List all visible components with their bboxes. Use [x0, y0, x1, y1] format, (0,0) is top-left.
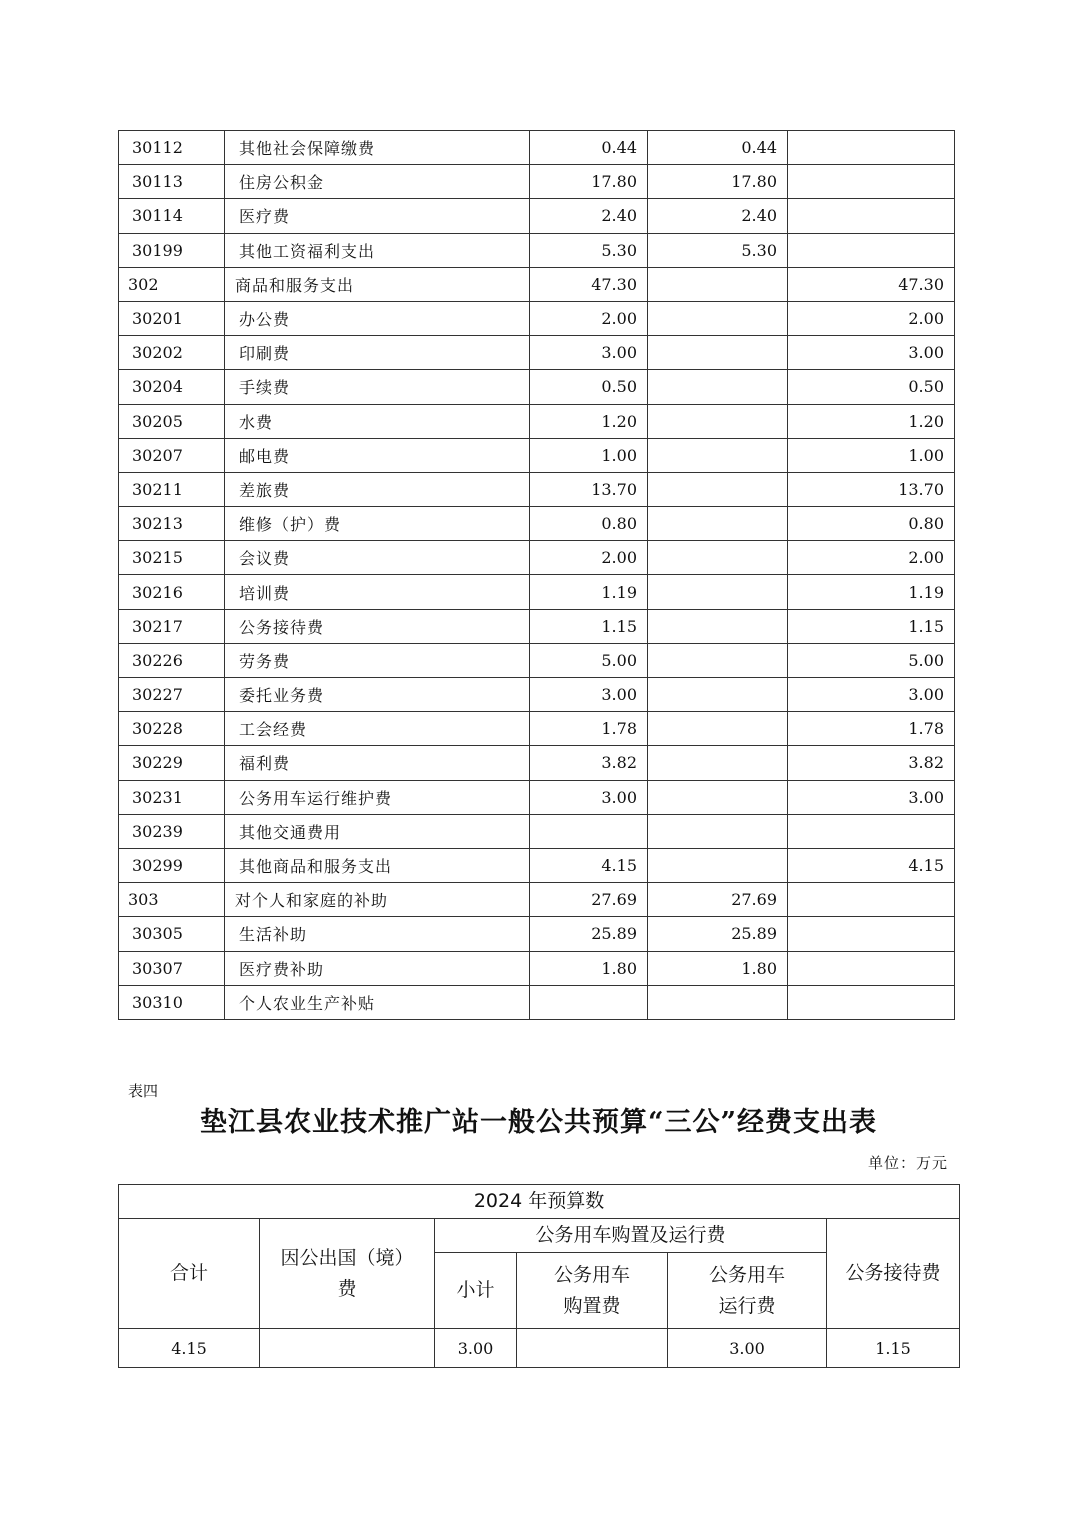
- vehicle-purchase-header-line1: 公务用车: [553, 1263, 630, 1286]
- three-public-expense-table: [118, 1184, 960, 1368]
- account-code-cell: 30205: [119, 404, 225, 438]
- table-title: 垫江县农业技术推广站一般公共预算“三公”经费支出表: [199, 1107, 878, 1138]
- basic-expense-cell: [648, 712, 788, 746]
- project-expense-cell: 1.78: [788, 712, 955, 746]
- vehicle-purchase-header-line2: 购置费: [563, 1294, 621, 1317]
- table-row: [119, 746, 955, 780]
- total-cell: 1.78: [530, 712, 648, 746]
- account-code-cell: 30305: [119, 917, 225, 951]
- basic-expense-cell: 17.80: [648, 165, 788, 199]
- total-cell: 2.00: [530, 541, 648, 575]
- basic-expense-cell: [648, 985, 788, 1019]
- account-code-cell: 30114: [119, 199, 225, 233]
- account-name-cell: 其他商品和服务支出: [225, 848, 530, 882]
- table-row: [119, 985, 955, 1019]
- total-cell: 1.15: [530, 609, 648, 643]
- account-code-cell: 30202: [119, 336, 225, 370]
- basic-expense-cell: [648, 575, 788, 609]
- total-cell: 3.00: [530, 780, 648, 814]
- account-name-cell: 生活补助: [225, 917, 530, 951]
- basic-expense-cell: [648, 678, 788, 712]
- basic-expense-cell: 25.89: [648, 917, 788, 951]
- basic-expense-cell: [648, 746, 788, 780]
- account-name-cell: 手续费: [225, 370, 530, 404]
- total-cell: 4.15: [530, 848, 648, 882]
- account-name-cell: 委托业务费: [225, 678, 530, 712]
- project-expense-cell: [788, 233, 955, 267]
- account-name-cell: 个人农业生产补贴: [225, 985, 530, 1019]
- account-name-cell: 商品和服务支出: [225, 267, 530, 301]
- project-expense-cell: 2.00: [788, 541, 955, 575]
- total-cell: [530, 814, 648, 848]
- table-row: [119, 712, 955, 746]
- account-code-cell: 30213: [119, 507, 225, 541]
- account-code-cell: 30211: [119, 472, 225, 506]
- account-name-cell: 维修（护）费: [225, 507, 530, 541]
- account-name-cell: 会议费: [225, 541, 530, 575]
- basic-expense-cell: [648, 336, 788, 370]
- account-code-cell: 303: [119, 883, 225, 917]
- project-expense-cell: 3.82: [788, 746, 955, 780]
- account-name-cell: 其他交通费用: [225, 814, 530, 848]
- account-code-cell: 30228: [119, 712, 225, 746]
- basic-expense-cell: [648, 643, 788, 677]
- account-name-cell: 住房公积金: [225, 165, 530, 199]
- project-expense-cell: 3.00: [788, 336, 955, 370]
- total-cell: 1.00: [530, 438, 648, 472]
- total-cell: [530, 985, 648, 1019]
- account-code-cell: 30310: [119, 985, 225, 1019]
- table-row: [119, 848, 955, 882]
- account-code-cell: 30239: [119, 814, 225, 848]
- total-cell: 0.44: [530, 131, 648, 165]
- account-code-cell: 30201: [119, 301, 225, 335]
- project-expense-cell: [788, 814, 955, 848]
- project-expense-cell: 1.19: [788, 575, 955, 609]
- table-row: [119, 301, 955, 335]
- project-expense-cell: 5.00: [788, 643, 955, 677]
- table-row: [119, 233, 955, 267]
- account-code-cell: 30307: [119, 951, 225, 985]
- basic-expense-cell: [648, 609, 788, 643]
- table-row: [119, 370, 955, 404]
- table-row: [119, 814, 955, 848]
- vehicle-group-header: 公务用车购置及运行费: [435, 1219, 827, 1253]
- total-cell: 3.82: [530, 746, 648, 780]
- table-row: [119, 507, 955, 541]
- account-code-cell: 30215: [119, 541, 225, 575]
- table-row: [119, 917, 955, 951]
- total-header: 合计: [119, 1219, 260, 1329]
- basic-expense-cell: 0.44: [648, 131, 788, 165]
- account-code-cell: 30231: [119, 780, 225, 814]
- abroad-header-line2: 费: [337, 1277, 357, 1300]
- basic-expense-cell: [648, 370, 788, 404]
- basic-expense-cell: [648, 780, 788, 814]
- account-code-cell: 30299: [119, 848, 225, 882]
- basic-expense-cell: [648, 814, 788, 848]
- table-row: [119, 541, 955, 575]
- project-expense-cell: [788, 165, 955, 199]
- account-code-cell: 30227: [119, 678, 225, 712]
- account-name-cell: 公务接待费: [225, 609, 530, 643]
- basic-expense-cell: [648, 507, 788, 541]
- account-name-cell: 印刷费: [225, 336, 530, 370]
- account-name-cell: 其他社会保障缴费: [225, 131, 530, 165]
- project-expense-cell: 2.00: [788, 301, 955, 335]
- basic-expense-cell: 2.40: [648, 199, 788, 233]
- vehicle-running-value: 3.00: [668, 1329, 827, 1368]
- vehicle-running-header: [668, 1253, 827, 1329]
- account-code-cell: 30229: [119, 746, 225, 780]
- project-expense-cell: [788, 199, 955, 233]
- abroad-header-line1: 因公出国（境）: [280, 1246, 414, 1269]
- total-cell: 2.00: [530, 301, 648, 335]
- total-cell: 0.80: [530, 507, 648, 541]
- table-row: [119, 404, 955, 438]
- expense-table-body: [119, 131, 955, 1020]
- basic-expense-cell: [648, 541, 788, 575]
- total-cell: 3.00: [530, 336, 648, 370]
- account-name-cell: 医疗费: [225, 199, 530, 233]
- table-row: [119, 165, 955, 199]
- basic-expense-cell: [648, 848, 788, 882]
- account-name-cell: 对个人和家庭的补助: [225, 883, 530, 917]
- vehicle-purchase-header: [517, 1253, 668, 1329]
- account-name-cell: 劳务费: [225, 643, 530, 677]
- project-expense-cell: [788, 985, 955, 1019]
- project-expense-cell: 47.30: [788, 267, 955, 301]
- basic-expense-cell: 1.80: [648, 951, 788, 985]
- account-code-cell: 30226: [119, 643, 225, 677]
- total-cell: 25.89: [530, 917, 648, 951]
- account-name-cell: 公务用车运行维护费: [225, 780, 530, 814]
- total-cell: 1.19: [530, 575, 648, 609]
- total-cell: 47.30: [530, 267, 648, 301]
- account-name-cell: 办公费: [225, 301, 530, 335]
- table-row: [119, 780, 955, 814]
- project-expense-cell: [788, 951, 955, 985]
- account-code-cell: 302: [119, 267, 225, 301]
- project-expense-cell: 4.15: [788, 848, 955, 882]
- account-code-cell: 30216: [119, 575, 225, 609]
- project-expense-cell: 3.00: [788, 678, 955, 712]
- vehicle-purchase-value: [517, 1329, 668, 1368]
- expense-detail-table: [118, 130, 955, 1020]
- basic-expense-cell: 27.69: [648, 883, 788, 917]
- table-row: [119, 678, 955, 712]
- total-cell: 3.00: [530, 678, 648, 712]
- table-row: [119, 336, 955, 370]
- table-row: [119, 951, 955, 985]
- table-row: [119, 438, 955, 472]
- abroad-value: [260, 1329, 435, 1368]
- reception-value: 1.15: [827, 1329, 960, 1368]
- total-cell: 27.69: [530, 883, 648, 917]
- basic-expense-cell: 5.30: [648, 233, 788, 267]
- total-value: 4.15: [119, 1329, 260, 1368]
- year-budget-header: 2024 年预算数: [119, 1185, 960, 1219]
- project-expense-cell: [788, 917, 955, 951]
- project-expense-cell: 1.00: [788, 438, 955, 472]
- reception-header: 公务接待费: [827, 1219, 960, 1329]
- basic-expense-cell: [648, 404, 788, 438]
- subtotal-header: 小计: [435, 1253, 517, 1329]
- table-row: [119, 609, 955, 643]
- account-name-cell: 其他工资福利支出: [225, 233, 530, 267]
- table-row: [119, 472, 955, 506]
- total-cell: 0.50: [530, 370, 648, 404]
- project-expense-cell: 0.80: [788, 507, 955, 541]
- abroad-header: [260, 1219, 435, 1329]
- account-name-cell: 邮电费: [225, 438, 530, 472]
- unit-label: 单位：万元: [867, 1154, 948, 1172]
- account-name-cell: 工会经费: [225, 712, 530, 746]
- table-row: [119, 267, 955, 301]
- table-row: [119, 131, 955, 165]
- account-code-cell: 30113: [119, 165, 225, 199]
- account-code-cell: 30112: [119, 131, 225, 165]
- total-cell: 2.40: [530, 199, 648, 233]
- total-cell: 17.80: [530, 165, 648, 199]
- vehicle-running-header-line1: 公务用车: [708, 1263, 785, 1286]
- basic-expense-cell: [648, 267, 788, 301]
- project-expense-cell: [788, 883, 955, 917]
- total-cell: 13.70: [530, 472, 648, 506]
- table-row: [119, 883, 955, 917]
- project-expense-cell: 0.50: [788, 370, 955, 404]
- account-code-cell: 30207: [119, 438, 225, 472]
- project-expense-cell: 3.00: [788, 780, 955, 814]
- total-cell: 5.30: [530, 233, 648, 267]
- table-row: [119, 199, 955, 233]
- account-code-cell: 30204: [119, 370, 225, 404]
- project-expense-cell: 1.15: [788, 609, 955, 643]
- account-name-cell: 水费: [225, 404, 530, 438]
- account-name-cell: 差旅费: [225, 472, 530, 506]
- project-expense-cell: 13.70: [788, 472, 955, 506]
- basic-expense-cell: [648, 438, 788, 472]
- account-name-cell: 培训费: [225, 575, 530, 609]
- table-number-label: 表四: [128, 1082, 159, 1100]
- total-cell: 1.80: [530, 951, 648, 985]
- account-name-cell: 福利费: [225, 746, 530, 780]
- account-code-cell: 30217: [119, 609, 225, 643]
- account-code-cell: 30199: [119, 233, 225, 267]
- vehicle-running-header-line2: 运行费: [718, 1294, 776, 1317]
- basic-expense-cell: [648, 472, 788, 506]
- table-row: [119, 643, 955, 677]
- table-row: [119, 575, 955, 609]
- total-cell: 1.20: [530, 404, 648, 438]
- account-name-cell: 医疗费补助: [225, 951, 530, 985]
- project-expense-cell: [788, 131, 955, 165]
- basic-expense-cell: [648, 301, 788, 335]
- total-cell: 5.00: [530, 643, 648, 677]
- subtotal-value: 3.00: [435, 1329, 517, 1368]
- project-expense-cell: 1.20: [788, 404, 955, 438]
